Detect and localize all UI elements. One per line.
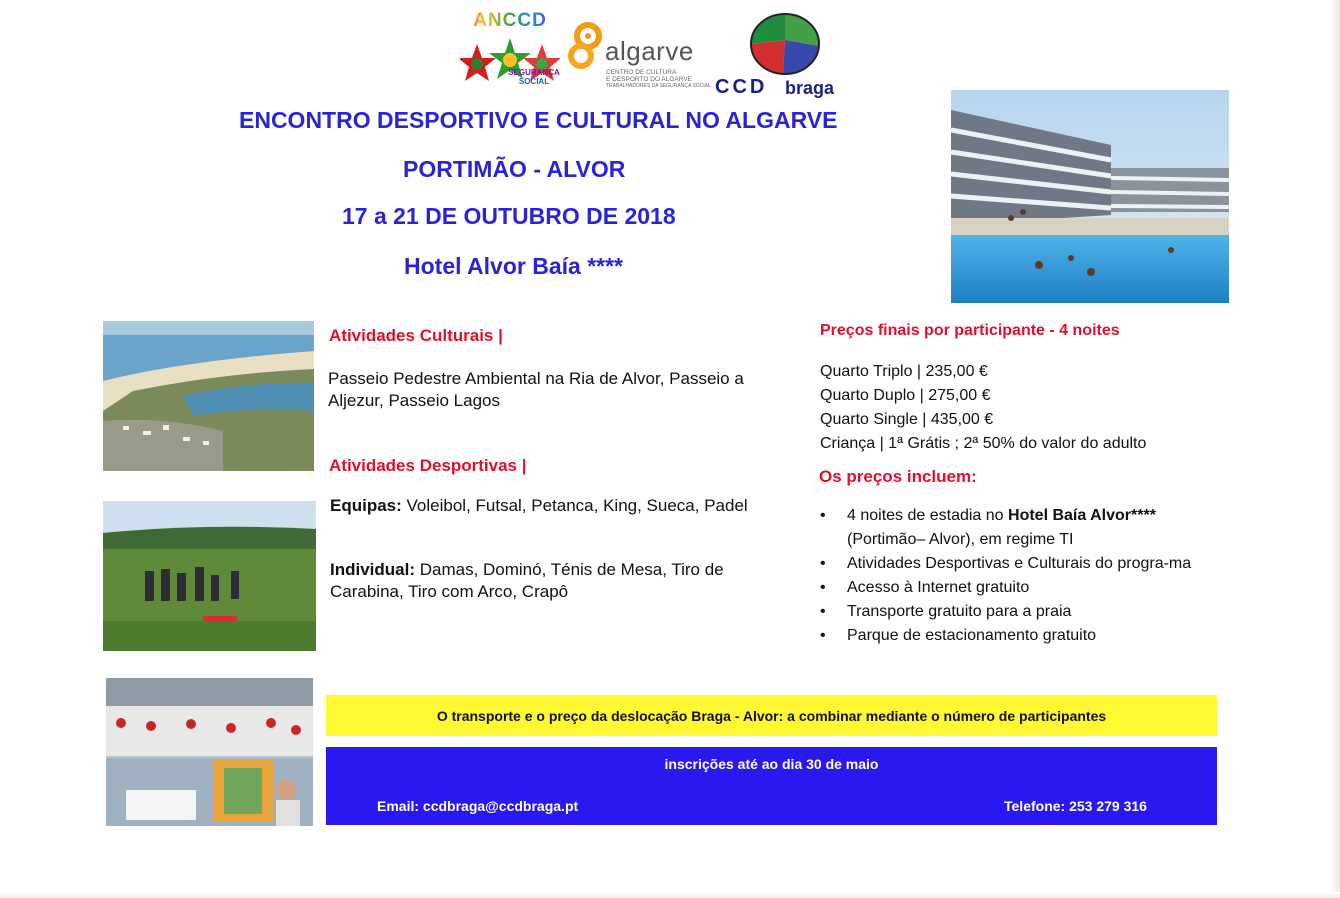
event-title: ENCONTRO DESPORTIVO E CULTURAL NO ALGARVE xyxy=(239,107,838,133)
alvor-coast-photo xyxy=(103,321,314,471)
anccd-sub-line2: SOCIAL xyxy=(518,77,550,86)
prices-heading: Preços finais por participante - 4 noites xyxy=(820,322,1120,339)
cultural-activities-heading: Atividades Culturais | xyxy=(329,326,503,345)
includes-heading: Os preços incluem: xyxy=(819,467,977,486)
event-dates: 17 a 21 DE OUTUBRO DE 2018 xyxy=(342,203,676,229)
ccd-sphere-icon xyxy=(745,10,825,78)
bullet-icon: • xyxy=(820,603,826,620)
anccd-logo xyxy=(460,10,560,94)
includes-list xyxy=(820,504,1220,648)
page-edge-shadow xyxy=(1330,0,1340,898)
algarve-logo-subtitle xyxy=(606,69,716,90)
individual-sports-label: Individual: xyxy=(330,560,415,579)
registration-deadline: inscrições até ao dia 30 de maio xyxy=(664,756,879,772)
team-sports-text xyxy=(330,495,790,517)
bullet-icon: • xyxy=(820,555,826,572)
include-beach-transport: Transporte gratuito para a praia xyxy=(847,603,1072,620)
price-list xyxy=(820,360,1146,456)
list-item xyxy=(820,600,1220,624)
ccd-logo-letters: CCD xyxy=(715,76,768,98)
bullet-icon: • xyxy=(820,579,826,596)
transport-notice-bar xyxy=(326,695,1217,736)
algarve-sub-line3: TRABALHADORES DA SEGURANÇA SOCIAL xyxy=(606,83,711,89)
include-stay-text: 4 noites de estadia no xyxy=(847,507,1009,524)
event-location: PORTIMÃO - ALVOR xyxy=(403,156,626,182)
event-hotel: Hotel Alvor Baía **** xyxy=(404,253,623,279)
price-child: Criança | 1ª Grátis ; 2ª 50% do valor do adulto xyxy=(820,435,1147,452)
hotel-pool-photo xyxy=(951,90,1229,303)
price-single: Quarto Single | 435,00 € xyxy=(820,411,994,428)
contact-email[interactable]: Email: ccdbraga@ccdbraga.pt xyxy=(377,798,579,814)
include-activities: Atividades Desportivas e Culturais do progra-ma xyxy=(847,555,1192,572)
contact-phone[interactable]: Telefone: 253 279 316 xyxy=(1004,798,1147,814)
algarve-sub-line2: E DESPORTO DO ALGARVE xyxy=(606,76,692,83)
algarve-logo-word: algarve xyxy=(605,36,694,66)
include-hotel-name: Hotel Baía Alvor**** xyxy=(1008,507,1156,524)
team-sports-list: Voleibol, Futsal, Petanca, King, Sueca, Padel xyxy=(401,496,748,515)
anccd-sub-line1: SEGURANÇA xyxy=(508,68,560,77)
list-item xyxy=(820,576,1220,600)
include-parking: Parque de estacionamento gratuito xyxy=(847,627,1097,644)
team-sports-label: Equipas: xyxy=(330,496,402,515)
individual-sports-list: Damas, Dominó, Ténis de Mesa, Tiro de Carabina, Tiro com Arco, Crapô xyxy=(330,560,724,601)
include-stay-detail: (Portimão– Alvor), em regime TI xyxy=(847,531,1074,548)
registration-contact-bar xyxy=(326,747,1217,825)
list-item xyxy=(820,624,1220,648)
anccd-logo-subtitle xyxy=(508,68,560,86)
sports-activities-heading: Atividades Desportivas | xyxy=(329,456,527,475)
list-item xyxy=(820,552,1220,576)
page-bottom-shadow xyxy=(0,892,1340,898)
algarve-swirl-icon xyxy=(568,22,608,72)
anccd-logo-text: ANCCD xyxy=(460,10,560,32)
price-triple: Quarto Triplo | 235,00 € xyxy=(820,363,988,380)
list-item xyxy=(820,504,1220,552)
ccd-braga-logo xyxy=(715,10,855,100)
cultural-activities-text: Passeio Pedestre Ambiental na Ria de Alvor, Passeio a Aljezur, Passeio Lagos xyxy=(328,369,744,410)
participants-group-photo xyxy=(106,678,313,826)
ccd-logo-city: braga xyxy=(785,78,835,98)
bullet-icon: • xyxy=(820,507,826,524)
golf-field-photo xyxy=(103,501,316,651)
ccd-algarve-logo xyxy=(568,18,711,96)
bullet-icon: • xyxy=(820,627,826,644)
price-double: Quarto Duplo | 275,00 € xyxy=(820,387,991,404)
transport-notice-text: O transporte e o preço da deslocação Braga - Alvor: a combinar mediante o número de participantes xyxy=(436,707,1107,724)
individual-sports-text xyxy=(330,559,800,603)
include-internet: Acesso à Internet gratuito xyxy=(847,579,1030,596)
algarve-sub-line1: CENTRO DE CULTURA xyxy=(606,69,677,76)
